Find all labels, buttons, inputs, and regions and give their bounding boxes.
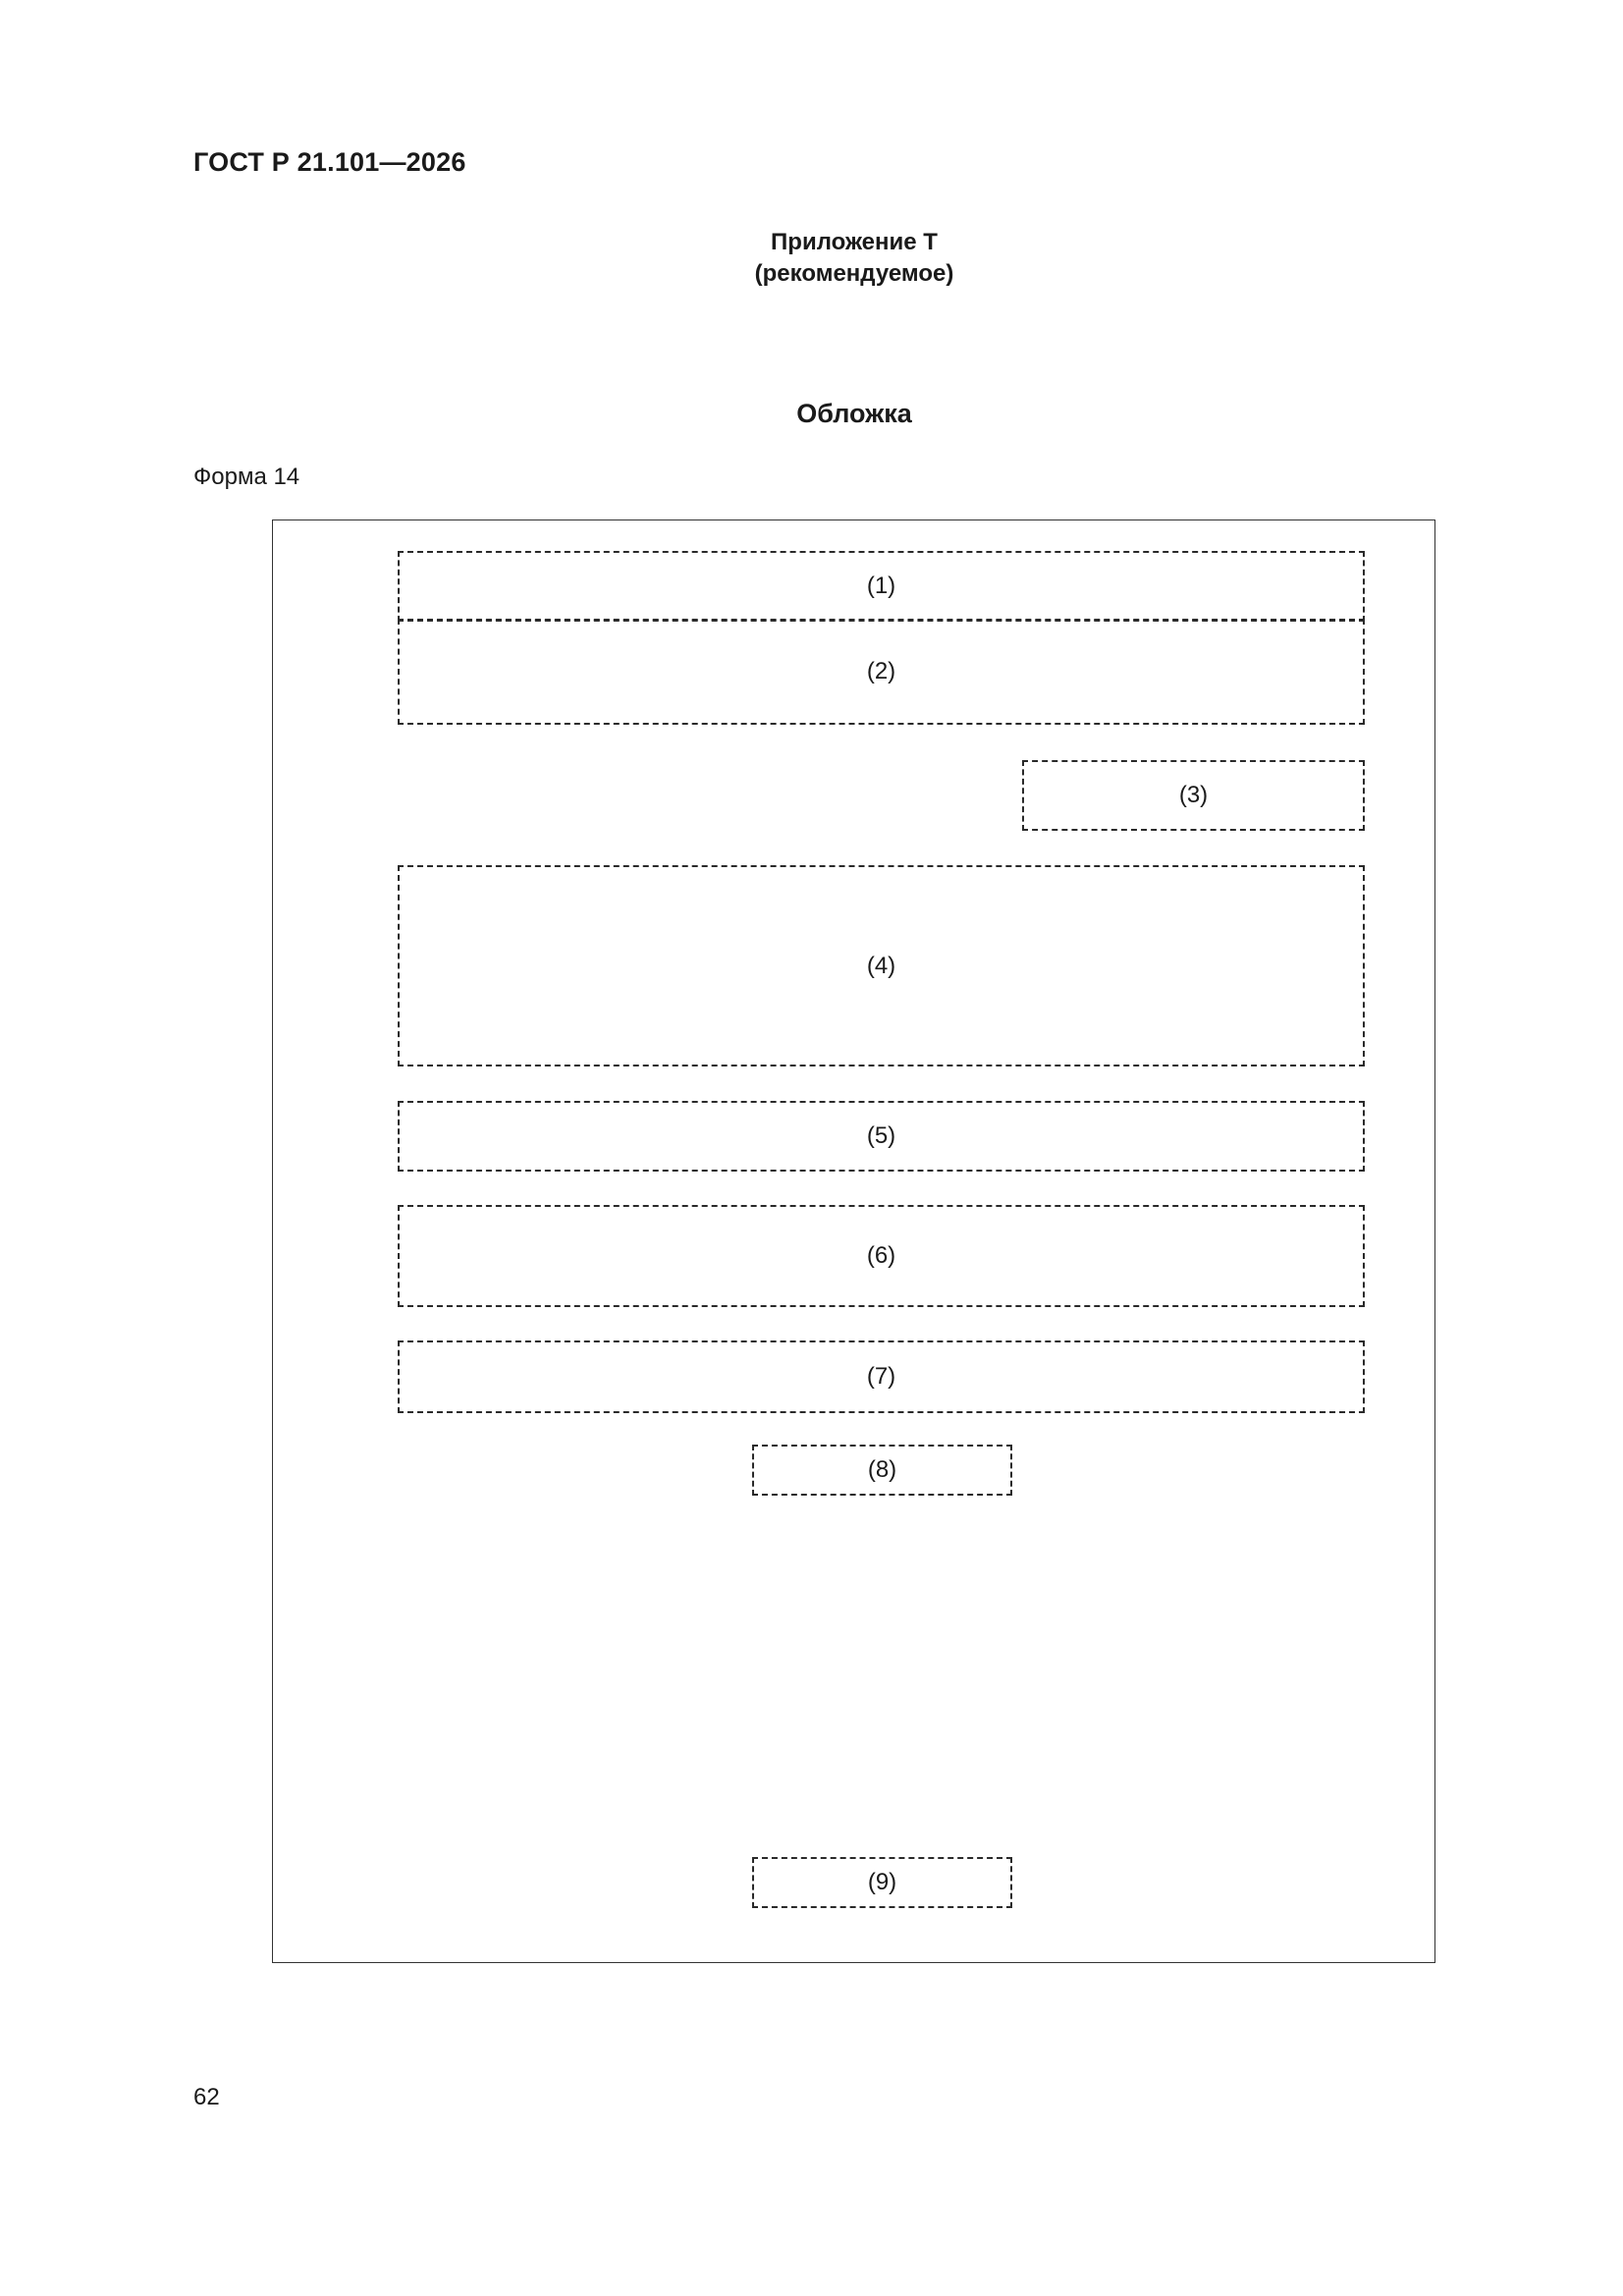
form-field-7-label: (7): [866, 1363, 896, 1390]
form-field-6: [398, 1205, 1365, 1307]
form-field-1: [398, 551, 1365, 622]
form-field-8: [752, 1445, 1012, 1496]
document-code: ГОСТ Р 21.101—2026: [193, 147, 466, 177]
form-field-3: [1022, 760, 1365, 831]
form-field-5: [398, 1101, 1365, 1172]
form-field-9-label: (9): [867, 1869, 897, 1895]
form-field-6-label: (6): [866, 1242, 896, 1269]
form-field-3-label: (3): [1178, 782, 1209, 808]
cover-form-frame: [272, 519, 1435, 1963]
page-number: 62: [193, 2084, 220, 2110]
form-field-4: [398, 865, 1365, 1066]
form-field-4-label: (4): [866, 952, 896, 979]
form-field-7: [398, 1340, 1365, 1413]
form-field-2: [398, 619, 1365, 725]
annex-title: Приложение Т: [771, 229, 938, 255]
form-field-8-label: (8): [867, 1456, 897, 1483]
annex-status: (рекомендуемое): [754, 260, 954, 287]
form-label: Форма 14: [193, 464, 300, 490]
form-field-5-label: (5): [866, 1122, 896, 1149]
form-field-1-label: (1): [866, 573, 896, 599]
section-title: Обложка: [796, 399, 912, 428]
form-field-2-label: (2): [866, 658, 896, 684]
form-field-9: [752, 1857, 1012, 1908]
